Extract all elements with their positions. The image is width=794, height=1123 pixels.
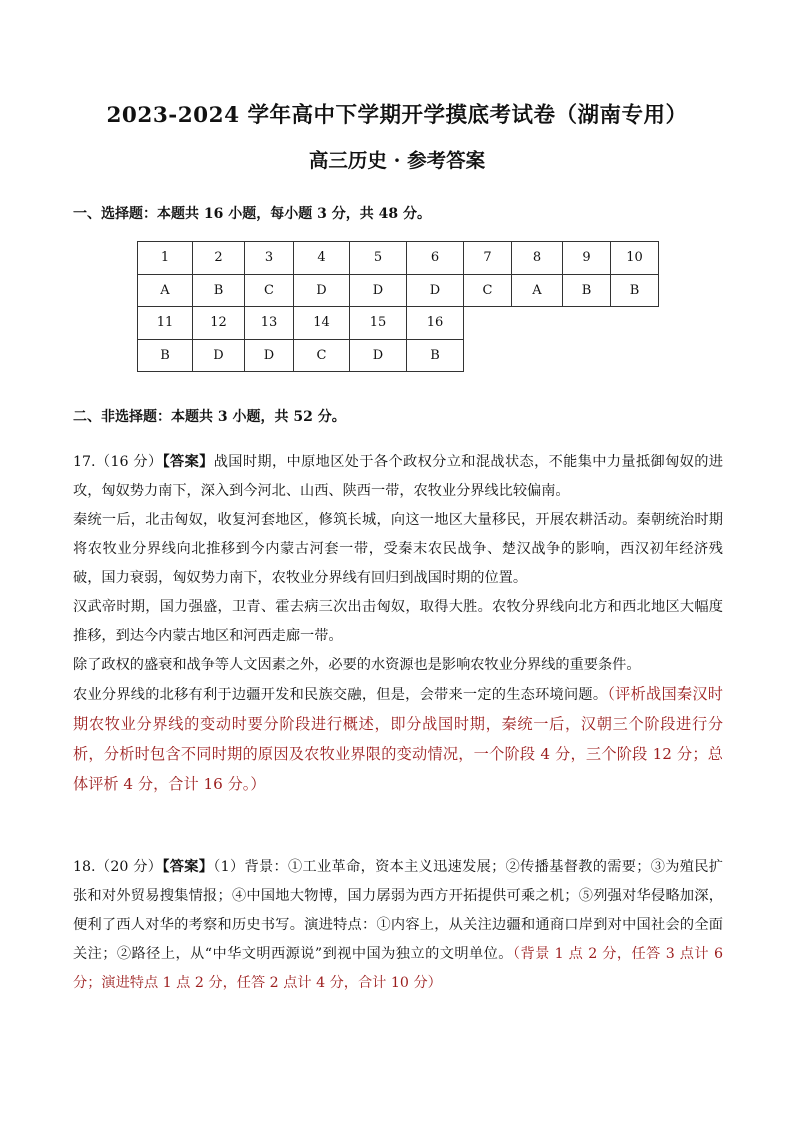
- table-cell: 2: [193, 242, 245, 275]
- table-cell: D: [294, 274, 350, 307]
- table-cell: 9: [563, 242, 611, 275]
- empty-cell: [464, 307, 659, 340]
- table-cell: B: [407, 339, 464, 372]
- table-cell: 1: [138, 242, 193, 275]
- table-cell: 6: [407, 242, 464, 275]
- table-cell: 13: [245, 307, 294, 340]
- q17-paragraph-5: [73, 680, 723, 800]
- table-cell: D: [350, 339, 407, 372]
- table-cell: B: [138, 339, 193, 372]
- q18-text: （1）背景：①工业革命，资本主义迅速发展；②传播基督教的需要；③为殖民扩张和对外贸易搜集情报；④中国地大物博，国力孱弱为西方开拓提供可乘之机；⑤列强对华侵略加深，便利了西人对华的考察和历史书写。演进特点：①内容上，从关注边疆和通商口岸到对中国社会的全面关注；②路径上，从“中华文明西源说”到视中国为独立的文明单位。: [73, 859, 723, 962]
- table-row: [138, 274, 659, 307]
- page-subtitle: 高三历史 · 参考答案: [308, 149, 486, 172]
- answer-table: [137, 241, 659, 372]
- table-cell: 10: [611, 242, 659, 275]
- answer-tag: 【答案】: [162, 859, 214, 875]
- table-cell: 11: [138, 307, 193, 340]
- empty-cell: [464, 339, 659, 372]
- table-cell: 12: [193, 307, 245, 340]
- table-cell: D: [245, 339, 294, 372]
- table-cell: A: [138, 274, 193, 307]
- table-cell: B: [193, 274, 245, 307]
- table-cell: D: [193, 339, 245, 372]
- table-cell: 15: [350, 307, 407, 340]
- table-cell: C: [464, 274, 512, 307]
- page-title: 2023-2024 学年高中下学期开学摸底考试卷（湖南专用）: [106, 103, 688, 128]
- scoring-note: （背景 1 点 2 分，任答 3 点计 6 分；演进特点 1 点 2 分，任答 2 点计 4 分，合计 10 分）: [73, 946, 724, 991]
- table-cell: 5: [350, 242, 407, 275]
- q18-paragraph: [73, 853, 723, 998]
- q17-text: 战国时期，中原地区处于各个政权分立和混战状态，不能集中力量抵御匈奴的进攻，匈奴势力南下，深入到今河北、山西、陕西一带，农牧业分界线比较偏南。: [73, 454, 723, 499]
- table-cell: B: [611, 274, 659, 307]
- table-cell: A: [512, 274, 563, 307]
- scoring-note: （评析战国秦汉时期农牧业分界线的变动时要分阶段进行概述，即分战国时期，秦统一后，汉朝三个阶段进行分析，分析时包含不同时期的原因及农牧业界限的变动情况，一个阶段 4 分，三个阶段 12 分；总体评析 4 分，合计 16 分。）: [73, 685, 723, 793]
- q17-paragraph-4: 除了政权的盛衰和战争等人文因素之外，必要的水资源也是影响农牧业分界线的重要条件。: [73, 657, 641, 673]
- section2-heading: 二、非选择题：本题共 3 小题，共 52 分。: [73, 409, 346, 425]
- table-cell: C: [245, 274, 294, 307]
- table-cell: 14: [294, 307, 350, 340]
- q17-paragraph-1: [73, 448, 723, 506]
- table-cell: 7: [464, 242, 512, 275]
- table-row: [138, 242, 659, 275]
- table-cell: D: [407, 274, 464, 307]
- table-cell: D: [350, 274, 407, 307]
- table-cell: 8: [512, 242, 563, 275]
- q18-number: 18.（20 分）: [73, 859, 163, 875]
- table-cell: 16: [407, 307, 464, 340]
- table-cell: 4: [294, 242, 350, 275]
- question-18: [73, 853, 723, 998]
- section1-heading: 一、选择题：本题共 16 小题，每小题 3 分，共 48 分。: [73, 206, 431, 222]
- table-cell: B: [563, 274, 611, 307]
- question-17: [73, 448, 723, 800]
- table-row: [138, 339, 659, 372]
- answer-tag: 【答案】: [162, 454, 214, 470]
- q17-paragraph-3: 汉武帝时期，国力强盛，卫青、霍去病三次出击匈奴，取得大胜。农牧分界线向北方和西北地区大幅度推移，到达今内蒙古地区和河西走廊一带。: [73, 599, 723, 644]
- table-cell: C: [294, 339, 350, 372]
- q17-text: 农业分界线的北移有利于边疆开发和民族交融，但是，会带来一定的生态环境问题。: [73, 687, 608, 703]
- q17-number: 17.（16 分）: [73, 454, 163, 470]
- q17-paragraph-2: 秦统一后，北击匈奴，收复河套地区，修筑长城，向这一地区大量移民，开展农耕活动。秦朝统治时期将农牧业分界线向北推移到今内蒙古河套一带，受秦末农民战争、楚汉战争的影响，西汉初年经济残破，国力衰弱，匈奴势力南下，农牧业分界线有回归到战国时期的位置。: [73, 512, 723, 586]
- table-row: [138, 307, 659, 340]
- table-cell: 3: [245, 242, 294, 275]
